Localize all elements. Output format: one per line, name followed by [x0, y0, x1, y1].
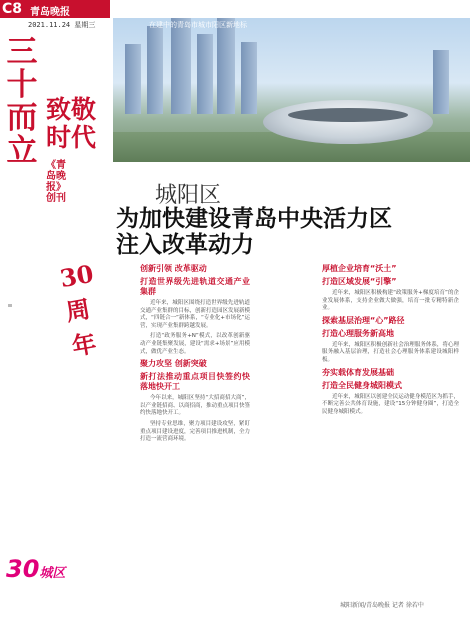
- headline: [116, 206, 392, 258]
- district-label: 城阳区: [155, 183, 222, 208]
- building-shape: [197, 34, 213, 114]
- anniversary-badge: [6, 555, 65, 583]
- sidebar-text-column: [8, 300, 12, 311]
- section-heading: 夯实载体育发展基础: [322, 367, 394, 377]
- section-heading: 打造区域发展“引擎”: [322, 277, 397, 286]
- section-heading: 新打法推动重点项目快签约快落地快开工: [140, 372, 250, 392]
- feature-sidebar: [0, 0, 110, 620]
- article-column-left: [140, 262, 250, 447]
- section-heading: 打造心理服务新高地: [322, 328, 394, 338]
- title-char: 三: [6, 34, 38, 70]
- photo-caption: 在建中的青岛市城市阳区新地标: [149, 21, 247, 29]
- date-line: 2021.11.24 星期三: [28, 21, 96, 29]
- headline-line: 为加快建设青岛中央活力区: [116, 205, 392, 232]
- article-column-right: [322, 262, 459, 419]
- section-heading: 打造世界级先进轨道交通产业集群: [140, 277, 250, 296]
- stadium-roof-ring: [288, 108, 408, 122]
- building-shape: [171, 18, 191, 114]
- building-shape: [241, 42, 257, 114]
- founding-note: 《青岛晚报》创刊: [46, 160, 66, 204]
- headline-line: 注入改革动力: [116, 231, 254, 258]
- building-shape: [147, 26, 163, 114]
- stadium-shape: [263, 100, 433, 144]
- badge-number: 30: [6, 555, 40, 583]
- section-heading: 打造全民健身城阳模式: [322, 380, 402, 390]
- title-char: 十: [6, 67, 38, 103]
- body-paragraph: 近年来，城阳区以创建全民运动健身模范区为抓手，不断完善公共体育设施，建设“15分钟健身圈”，打造全民健身城阳模式。: [322, 393, 459, 415]
- title-char: 立: [6, 133, 38, 169]
- section-heading: 聚力攻坚 创新突破: [140, 359, 207, 369]
- body-paragraph: 近年来，城阳区围绕打造世界级先进轨道交通产业集群的目标，创新打造园区发展新模式，“四链合一”新体系，“专业化+市场化”运营，实现产业集群跨越发展。: [140, 300, 251, 329]
- section-heading: 厚植企业培育“沃土”: [322, 264, 397, 273]
- title-char: 而: [6, 100, 38, 136]
- feature-subtitle: 致敬时代: [46, 95, 97, 152]
- section-heading: 探索基层治理“心”路径: [322, 315, 405, 325]
- badge-text: 城区: [39, 566, 66, 581]
- page-number: C8: [2, 1, 23, 17]
- anniversary-mark: 30周年: [57, 258, 99, 362]
- body-paragraph: 坚持专业思维，聚力项目建设攻坚，紧盯重点项目建设进度，完善项目推进机制，全力打造一流营商环境。: [140, 420, 251, 443]
- feature-title: [4, 36, 40, 168]
- section-heading: 创新引领 改革驱动: [140, 264, 207, 273]
- building-shape: [217, 18, 235, 114]
- body-paragraph: 打造“政务服务+N”模式，以改革创新驱动产业链集聚发展，建设“需求+场景”应用模式，做优产业生态。: [140, 333, 250, 355]
- building-shape: [125, 44, 141, 114]
- byline: 城阳新闻/青岛晚报 记者 徐若中: [340, 602, 424, 609]
- stadium-photo: [113, 18, 470, 162]
- body-paragraph: 近年来，城阳区积极构建“政策服务+梯度培育”的企业发展体系，支持企业做大做强，培育一批专精特新企业。: [322, 290, 459, 312]
- paper-name: 青岛晚报: [30, 7, 70, 18]
- header-bar: [0, 0, 110, 18]
- body-paragraph: 近年来，城阳区积极创新社会治理服务体系，将心理服务融入基层治理，打造社会心理服务体系建设城阳样板。: [322, 341, 459, 363]
- building-shape: [433, 50, 449, 114]
- body-paragraph: 今年以来，城阳区坚持“大招商招大商”，以产业链招商、以商招商，推动重点项目快签约快落地快开工。: [140, 395, 251, 417]
